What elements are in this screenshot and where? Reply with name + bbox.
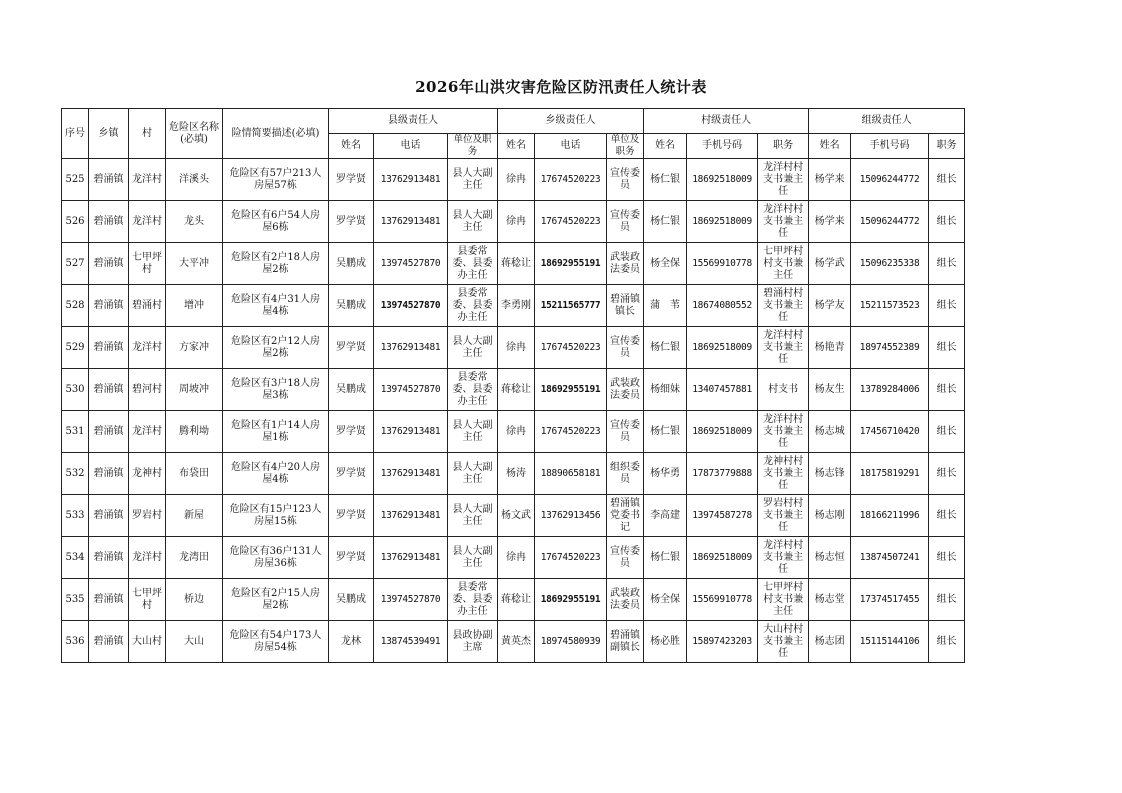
cell-village-duty: 七甲坪村村支书兼主任 <box>758 243 809 285</box>
cell-town: 碧涌镇 <box>89 285 129 327</box>
cell-description: 危险区有15户123人房屋15栋 <box>223 495 329 537</box>
cell-village-mobile: 18692518009 <box>687 159 758 201</box>
cell-description: 危险区有36户131人房屋36栋 <box>223 537 329 579</box>
cell-township-name: 徐冉 <box>498 327 535 369</box>
cell-village-mobile: 18692518009 <box>687 327 758 369</box>
cell-county-phone: 13762913481 <box>374 411 448 453</box>
cell-village: 罗岩村 <box>129 495 166 537</box>
cell-seq: 534 <box>62 537 89 579</box>
cell-township-name: 李勇刚 <box>498 285 535 327</box>
cell-zone: 龙头 <box>166 201 223 243</box>
cell-village: 龙洋村 <box>129 327 166 369</box>
header-team-name: 姓名 <box>809 134 851 159</box>
cell-county-unit: 县委常委、县委办主任 <box>448 243 498 285</box>
cell-team-duty: 组长 <box>929 411 965 453</box>
table-row <box>62 495 965 537</box>
cell-village-name: 杨仁银 <box>644 327 687 369</box>
header-county-name: 姓名 <box>329 134 374 159</box>
cell-township-name: 徐冉 <box>498 411 535 453</box>
cell-township-duty: 组织委员 <box>607 453 644 495</box>
cell-township-phone: 13762913456 <box>535 495 607 537</box>
cell-team-name: 杨志恒 <box>809 537 851 579</box>
table-row <box>62 621 965 663</box>
cell-village-duty: 大山村村支书兼主任 <box>758 621 809 663</box>
cell-seq: 532 <box>62 453 89 495</box>
cell-township-duty: 宣传委员 <box>607 411 644 453</box>
cell-team-duty: 组长 <box>929 579 965 621</box>
cell-township-name: 杨文武 <box>498 495 535 537</box>
cell-description: 危险区有2户12人房屋2栋 <box>223 327 329 369</box>
cell-team-duty: 组长 <box>929 621 965 663</box>
cell-team-duty: 组长 <box>929 537 965 579</box>
header-zone-name: 危险区名称(必填) <box>166 109 223 159</box>
header-row-1 <box>62 109 965 134</box>
header-town: 乡镇 <box>89 109 129 159</box>
cell-team-name: 杨志刚 <box>809 495 851 537</box>
cell-township-name: 杨涛 <box>498 453 535 495</box>
header-county-group: 县级责任人 <box>329 109 498 134</box>
header-county-phone: 电话 <box>374 134 448 159</box>
header-township-name: 姓名 <box>498 134 535 159</box>
cell-team-name: 杨志团 <box>809 621 851 663</box>
cell-township-phone: 18692955191 <box>535 579 607 621</box>
cell-village-duty: 龙洋村村支书兼主任 <box>758 201 809 243</box>
cell-seq: 535 <box>62 579 89 621</box>
cell-township-duty: 武装政法委员 <box>607 579 644 621</box>
cell-township-phone: 18974580939 <box>535 621 607 663</box>
cell-village-name: 杨仁银 <box>644 411 687 453</box>
cell-township-phone: 17674520223 <box>535 537 607 579</box>
cell-township-phone: 17674520223 <box>535 327 607 369</box>
cell-village: 碧河村 <box>129 369 166 411</box>
cell-zone: 腾利坳 <box>166 411 223 453</box>
cell-description: 危险区有1户14人房屋1栋 <box>223 411 329 453</box>
cell-county-name: 吴鹏成 <box>329 285 374 327</box>
cell-village: 碧涌村 <box>129 285 166 327</box>
cell-village: 龙洋村 <box>129 159 166 201</box>
cell-county-unit: 县委常委、县委办主任 <box>448 285 498 327</box>
cell-town: 碧涌镇 <box>89 243 129 285</box>
cell-village-duty: 七甲坪村村支书兼主任 <box>758 579 809 621</box>
cell-county-unit: 县人大副主任 <box>448 201 498 243</box>
cell-county-phone: 13762913481 <box>374 201 448 243</box>
cell-team-mobile: 15096235338 <box>851 243 929 285</box>
cell-zone: 桥边 <box>166 579 223 621</box>
responsibility-table <box>61 108 965 663</box>
cell-town: 碧涌镇 <box>89 579 129 621</box>
cell-description: 危险区有3户18人房屋3栋 <box>223 369 329 411</box>
cell-village-mobile: 13974587278 <box>687 495 758 537</box>
cell-county-phone: 13762913481 <box>374 453 448 495</box>
cell-description: 危险区有2户15人房屋2栋 <box>223 579 329 621</box>
cell-township-duty: 碧涌镇镇长 <box>607 285 644 327</box>
cell-county-unit: 县人大副主任 <box>448 411 498 453</box>
cell-village: 龙洋村 <box>129 411 166 453</box>
cell-team-mobile: 18974552389 <box>851 327 929 369</box>
cell-zone: 大山 <box>166 621 223 663</box>
cell-village-name: 杨全保 <box>644 243 687 285</box>
cell-seq: 529 <box>62 327 89 369</box>
cell-township-name: 徐冉 <box>498 537 535 579</box>
cell-township-duty: 宣传委员 <box>607 201 644 243</box>
cell-town: 碧涌镇 <box>89 495 129 537</box>
cell-village-mobile: 17873779888 <box>687 453 758 495</box>
cell-township-duty: 宣传委员 <box>607 537 644 579</box>
header-team-duty: 职务 <box>929 134 965 159</box>
header-county-unit: 单位及职务 <box>448 134 498 159</box>
cell-zone: 龙湾田 <box>166 537 223 579</box>
cell-village-duty: 村支书 <box>758 369 809 411</box>
cell-description: 危险区有4户31人房屋4栋 <box>223 285 329 327</box>
cell-village-name: 杨仁银 <box>644 537 687 579</box>
header-seq: 序号 <box>62 109 89 159</box>
cell-seq: 527 <box>62 243 89 285</box>
cell-village-duty: 龙洋村村支书兼主任 <box>758 411 809 453</box>
cell-township-duty: 碧涌镇党委书记 <box>607 495 644 537</box>
cell-team-name: 杨志堂 <box>809 579 851 621</box>
cell-township-duty: 宣传委员 <box>607 327 644 369</box>
cell-team-duty: 组长 <box>929 495 965 537</box>
cell-zone: 大平冲 <box>166 243 223 285</box>
cell-village: 龙神村 <box>129 453 166 495</box>
cell-description: 危险区有57户213人房屋57栋 <box>223 159 329 201</box>
cell-team-mobile: 17374517455 <box>851 579 929 621</box>
cell-township-phone: 15211565777 <box>535 285 607 327</box>
cell-village-mobile: 15569910778 <box>687 579 758 621</box>
cell-town: 碧涌镇 <box>89 369 129 411</box>
cell-county-unit: 县人大副主任 <box>448 537 498 579</box>
cell-county-phone: 13974527870 <box>374 579 448 621</box>
cell-county-name: 罗学贤 <box>329 453 374 495</box>
cell-village-mobile: 13407457881 <box>687 369 758 411</box>
header-township-group: 乡级责任人 <box>498 109 644 134</box>
cell-county-phone: 13762913481 <box>374 327 448 369</box>
cell-town: 碧涌镇 <box>89 537 129 579</box>
table-row <box>62 411 965 453</box>
table-row <box>62 327 965 369</box>
cell-team-name: 杨艳青 <box>809 327 851 369</box>
cell-team-duty: 组长 <box>929 369 965 411</box>
cell-county-phone: 13974527870 <box>374 369 448 411</box>
cell-team-mobile: 15115144106 <box>851 621 929 663</box>
cell-village-duty: 龙神村村支书兼主任 <box>758 453 809 495</box>
cell-county-name: 龙林 <box>329 621 374 663</box>
table-row <box>62 243 965 285</box>
cell-village-mobile: 15569910778 <box>687 243 758 285</box>
cell-team-duty: 组长 <box>929 453 965 495</box>
cell-village-duty: 龙洋村村支书兼主任 <box>758 159 809 201</box>
cell-township-phone: 17674520223 <box>535 201 607 243</box>
cell-team-name: 杨学来 <box>809 159 851 201</box>
cell-township-phone: 18692955191 <box>535 243 607 285</box>
cell-town: 碧涌镇 <box>89 411 129 453</box>
cell-county-phone: 13874539491 <box>374 621 448 663</box>
cell-village: 七甲坪村 <box>129 243 166 285</box>
cell-village: 龙洋村 <box>129 537 166 579</box>
header-team-group: 组级责任人 <box>809 109 965 134</box>
cell-county-name: 吴鹏成 <box>329 579 374 621</box>
cell-team-mobile: 15096244772 <box>851 159 929 201</box>
cell-village-duty: 龙洋村村支书兼主任 <box>758 537 809 579</box>
cell-county-name: 罗学贤 <box>329 327 374 369</box>
cell-county-name: 吴鹏成 <box>329 243 374 285</box>
cell-county-phone: 13762913481 <box>374 537 448 579</box>
cell-township-duty: 宣传委员 <box>607 159 644 201</box>
cell-description: 危险区有4户20人房屋4栋 <box>223 453 329 495</box>
cell-county-name: 吴鹏成 <box>329 369 374 411</box>
cell-team-duty: 组长 <box>929 159 965 201</box>
cell-county-phone: 13762913481 <box>374 159 448 201</box>
cell-village-name: 李高建 <box>644 495 687 537</box>
cell-team-mobile: 18175819291 <box>851 453 929 495</box>
cell-team-duty: 组长 <box>929 285 965 327</box>
cell-village-mobile: 18692518009 <box>687 537 758 579</box>
cell-town: 碧涌镇 <box>89 453 129 495</box>
cell-township-duty: 武装政法委员 <box>607 243 644 285</box>
cell-township-name: 蒋稔让 <box>498 369 535 411</box>
cell-township-name: 蒋稔让 <box>498 579 535 621</box>
table-row <box>62 537 965 579</box>
header-village: 村 <box>129 109 166 159</box>
cell-seq: 528 <box>62 285 89 327</box>
cell-team-mobile: 17456710420 <box>851 411 929 453</box>
cell-team-name: 杨学友 <box>809 285 851 327</box>
cell-town: 碧涌镇 <box>89 159 129 201</box>
header-township-phone: 电话 <box>535 134 607 159</box>
cell-team-name: 杨志城 <box>809 411 851 453</box>
header-village-name: 姓名 <box>644 134 687 159</box>
cell-village-name: 杨全保 <box>644 579 687 621</box>
cell-team-mobile: 13789284006 <box>851 369 929 411</box>
cell-county-unit: 县人大副主任 <box>448 159 498 201</box>
cell-county-unit: 县委常委、县委办主任 <box>448 369 498 411</box>
cell-village: 大山村 <box>129 621 166 663</box>
cell-county-unit: 县人大副主任 <box>448 495 498 537</box>
cell-village: 七甲坪村 <box>129 579 166 621</box>
cell-team-duty: 组长 <box>929 201 965 243</box>
cell-township-name: 蒋稔让 <box>498 243 535 285</box>
table-row <box>62 369 965 411</box>
cell-village-name: 蒲 苇 <box>644 285 687 327</box>
cell-description: 危险区有54户173人房屋54栋 <box>223 621 329 663</box>
cell-village-name: 杨细妹 <box>644 369 687 411</box>
cell-county-unit: 县委常委、县委办主任 <box>448 579 498 621</box>
cell-township-name: 黄英杰 <box>498 621 535 663</box>
cell-team-name: 杨友生 <box>809 369 851 411</box>
cell-town: 碧涌镇 <box>89 201 129 243</box>
cell-team-name: 杨学来 <box>809 201 851 243</box>
header-village-duty: 职务 <box>758 134 809 159</box>
cell-township-phone: 17674520223 <box>535 159 607 201</box>
cell-village-duty: 罗岩村村支书兼主任 <box>758 495 809 537</box>
cell-township-phone: 18890658181 <box>535 453 607 495</box>
table-row <box>62 453 965 495</box>
cell-description: 危险区有6户54人房屋6栋 <box>223 201 329 243</box>
cell-township-duty: 武装政法委员 <box>607 369 644 411</box>
cell-zone: 方家冲 <box>166 327 223 369</box>
cell-zone: 周坡冲 <box>166 369 223 411</box>
cell-seq: 525 <box>62 159 89 201</box>
cell-seq: 536 <box>62 621 89 663</box>
cell-town: 碧涌镇 <box>89 621 129 663</box>
cell-county-phone: 13974527870 <box>374 243 448 285</box>
cell-village-mobile: 15897423203 <box>687 621 758 663</box>
cell-seq: 530 <box>62 369 89 411</box>
cell-county-phone: 13762913481 <box>374 495 448 537</box>
cell-county-name: 罗学贤 <box>329 537 374 579</box>
cell-seq: 531 <box>62 411 89 453</box>
cell-zone: 布袋田 <box>166 453 223 495</box>
header-team-mobile: 手机号码 <box>851 134 929 159</box>
cell-village-name: 杨仁银 <box>644 159 687 201</box>
cell-county-name: 罗学贤 <box>329 159 374 201</box>
cell-village-mobile: 18692518009 <box>687 201 758 243</box>
cell-team-name: 杨志锋 <box>809 453 851 495</box>
cell-zone: 增冲 <box>166 285 223 327</box>
cell-county-name: 罗学贤 <box>329 495 374 537</box>
cell-team-mobile: 15096244772 <box>851 201 929 243</box>
cell-county-unit: 县人大副主任 <box>448 327 498 369</box>
cell-village-name: 杨仁银 <box>644 201 687 243</box>
table-row <box>62 159 965 201</box>
cell-zone: 新屋 <box>166 495 223 537</box>
cell-county-name: 罗学贤 <box>329 411 374 453</box>
cell-township-name: 徐冉 <box>498 159 535 201</box>
table-row <box>62 579 965 621</box>
cell-township-name: 徐冉 <box>498 201 535 243</box>
cell-team-mobile: 13874507241 <box>851 537 929 579</box>
cell-county-name: 罗学贤 <box>329 201 374 243</box>
header-township-unit: 单位及职务 <box>607 134 644 159</box>
cell-zone: 洋溪头 <box>166 159 223 201</box>
cell-village-mobile: 18692518009 <box>687 411 758 453</box>
cell-team-duty: 组长 <box>929 243 965 285</box>
cell-town: 碧涌镇 <box>89 327 129 369</box>
cell-township-phone: 17674520223 <box>535 411 607 453</box>
cell-county-unit: 县人大副主任 <box>448 453 498 495</box>
header-description: 险情简要描述(必填) <box>223 109 329 159</box>
cell-village-duty: 龙洋村村支书兼主任 <box>758 327 809 369</box>
cell-township-phone: 18692955191 <box>535 369 607 411</box>
cell-county-unit: 县政协副主席 <box>448 621 498 663</box>
cell-seq: 533 <box>62 495 89 537</box>
cell-village-mobile: 18674080552 <box>687 285 758 327</box>
cell-team-mobile: 18166211996 <box>851 495 929 537</box>
page-title: 2026年山洪灾害危险区防汛责任人统计表 <box>415 78 707 96</box>
cell-village-name: 杨必胜 <box>644 621 687 663</box>
table-row <box>62 201 965 243</box>
cell-team-mobile: 15211573523 <box>851 285 929 327</box>
cell-team-name: 杨学武 <box>809 243 851 285</box>
table-body <box>62 159 965 663</box>
cell-township-duty: 碧涌镇副镇长 <box>607 621 644 663</box>
header-village-mobile: 手机号码 <box>687 134 758 159</box>
cell-description: 危险区有2户18人房屋2栋 <box>223 243 329 285</box>
cell-village-name: 杨华勇 <box>644 453 687 495</box>
cell-county-phone: 13974527870 <box>374 285 448 327</box>
cell-seq: 526 <box>62 201 89 243</box>
cell-village: 龙洋村 <box>129 201 166 243</box>
cell-team-duty: 组长 <box>929 327 965 369</box>
cell-village-duty: 碧涌村村支书兼主任 <box>758 285 809 327</box>
header-village-group: 村级责任人 <box>644 109 809 134</box>
table-row <box>62 285 965 327</box>
